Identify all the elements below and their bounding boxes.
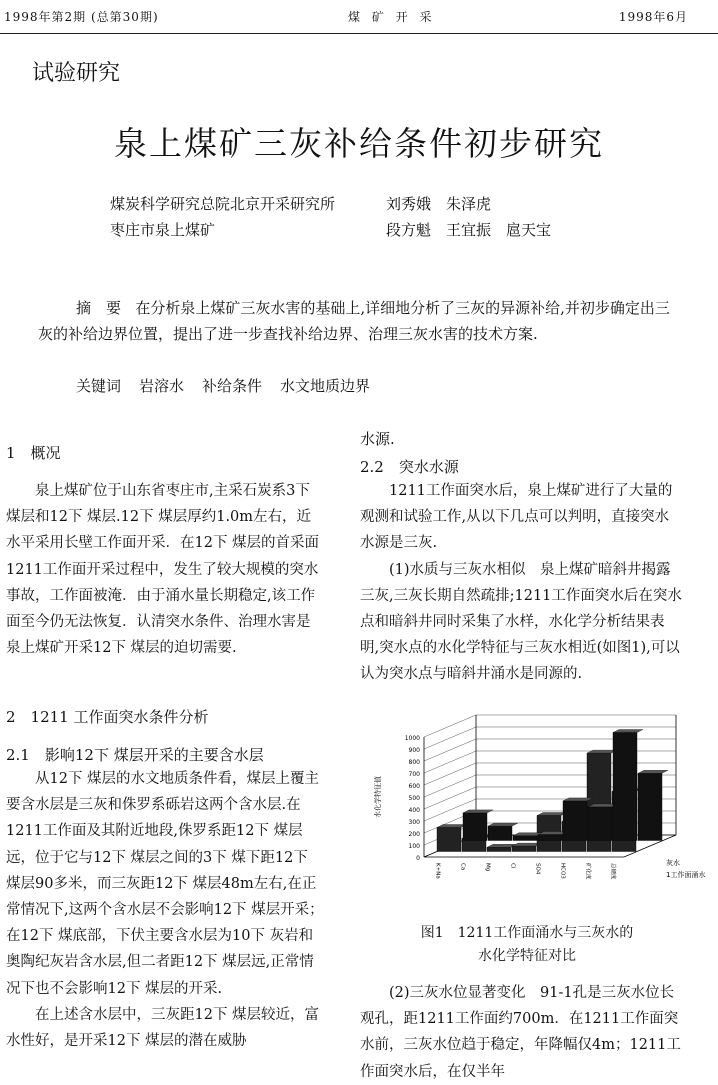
bar xyxy=(588,807,612,841)
paragraph: 从12下 煤层的水文地质条件看，煤层上覆主要含水层是三灰和侏罗系砾岩这两个含水层.在1211工作面及其附近地段,侏罗系距12下 煤层远，位于它与12下 煤层之间的3下 煤下距12下 煤层90多米，而三灰距12下 煤层48m左右,在正常情况下,这两个含水层不会影响12下 煤层开采；在12下 煤底部，下伏主要含水层为10下 灰岩和奥陶纪灰岩含水层,但二者距12下 煤层远,正常情况下也不会影响12下 煤层的开采. xyxy=(6,771,324,997)
bar-top xyxy=(587,750,617,753)
y-tick-label: 600 xyxy=(408,783,420,790)
keywords xyxy=(76,373,370,399)
abstract xyxy=(38,295,674,347)
bar-top xyxy=(437,825,467,828)
figure-caption xyxy=(362,922,692,968)
y-tick-label: 0 xyxy=(416,855,420,862)
x-tick-label: 总硬度 xyxy=(609,863,616,880)
heading-1: 1 概况 xyxy=(6,444,61,462)
authors-1: 刘秀娥 朱泽虎 xyxy=(386,195,492,213)
affiliation-1: 煤炭科学研究总院北京开采研究所 xyxy=(110,195,336,213)
paragraph: 泉上煤矿位于山东省枣庄市,主采石炭系3下 煤层和12下 煤层.12下 煤层厚约1.0m左右，近水平采用长壁工作面开采．在12下 煤层的首采面1211工作面开采过程中，发生了较大规模的突水事故，工作面被淹．由于涌水量长期稳定,该工作面至今仍无法恢复．认清突水条件、治理水害是泉上煤矿开采12下 煤层的迫切需要. xyxy=(6,483,320,657)
heading-2-1: 2.1 影响12下 煤层开采的主要含水层 xyxy=(6,746,264,764)
bar xyxy=(512,846,536,851)
bar xyxy=(487,847,511,851)
bar xyxy=(437,828,461,852)
bar xyxy=(463,813,487,841)
journal-name: 煤 矿 开 采 xyxy=(348,10,436,24)
journal-date: 1998年6月 xyxy=(618,10,688,24)
bar-top xyxy=(537,813,567,816)
keyword: 水文地质边界 xyxy=(280,377,371,395)
right-para-3 xyxy=(360,980,682,1085)
bar-top xyxy=(613,730,643,733)
x-tick-label: Mg xyxy=(484,863,491,872)
right-paras xyxy=(360,478,682,688)
abstract-label: 摘 要 xyxy=(76,299,122,317)
y-tick-label: 700 xyxy=(408,771,420,778)
figure-1-chart xyxy=(362,712,706,917)
x-tick-label: SO4 xyxy=(534,863,541,875)
y-tick-label: 200 xyxy=(408,831,420,838)
left-para-2 xyxy=(6,766,326,1054)
gridline xyxy=(424,763,476,785)
caption-line-1: 图1 1211工作面涌水与三灰水的 xyxy=(420,925,634,941)
bar-top xyxy=(463,810,493,813)
y-tick-label: 300 xyxy=(408,819,420,826)
gridline xyxy=(424,751,476,773)
y-tick-label: 500 xyxy=(408,795,420,802)
legend-entry: 灰水 xyxy=(666,859,680,867)
article-title: 泉上煤矿三灰补给条件初步研究 xyxy=(114,124,604,163)
keywords-label: 关键词 xyxy=(76,377,122,395)
header-rule xyxy=(0,33,718,34)
left-para-1 xyxy=(6,478,324,661)
x-tick-label: 矿化度 xyxy=(584,863,591,880)
paragraph: 1211工作面突水后，泉上煤矿进行了大量的观测和试验工作,从以下几点可以判明，直接突水水源是三灰. xyxy=(360,483,673,552)
y-tick-label: 100 xyxy=(408,843,420,850)
y-axis-label: 水化学特征值 xyxy=(374,776,382,818)
keyword: 岩溶水 xyxy=(139,377,185,395)
authors-2: 段方魁 王宜振 扈天宝 xyxy=(386,221,552,239)
y-tick-label: 1000 xyxy=(404,735,420,742)
chart-root xyxy=(373,715,705,880)
gridline xyxy=(424,775,476,797)
bar-top xyxy=(638,770,668,773)
keyword: 补给条件 xyxy=(202,377,263,395)
x-tick-label: HCO3 xyxy=(559,863,566,879)
bar-top xyxy=(488,823,518,826)
bar xyxy=(538,835,562,841)
affiliation-2: 枣庄市泉上煤矿 xyxy=(110,221,216,239)
gridline xyxy=(424,739,476,761)
paragraph: (1)水质与三灰水相似 泉上煤矿暗斜井揭露三灰,三灰长期自然疏排;1211工作面突水后在突水点和暗斜井同时采集了水样，水化学分析结果表明,突水点的水化学特征与三灰水相近(如图1),可以认为突水点与暗斜井涌水是同源的. xyxy=(360,561,682,683)
y-tick-label: 900 xyxy=(408,747,420,754)
gridline xyxy=(424,727,476,749)
right-continuation: 水源. xyxy=(360,430,395,448)
bar xyxy=(513,836,537,841)
y-tick-label: 800 xyxy=(408,759,420,766)
y-tick-label: 400 xyxy=(408,807,420,814)
section-label: 试验研究 xyxy=(32,61,121,86)
x-tick-label: Ca xyxy=(459,863,466,871)
x-tick-label: K+Na xyxy=(434,863,441,879)
abstract-text: 在分析泉上煤矿三灰水害的基础上,详细地分析了三灰的异源补给,并初步确定出三灰的补给边界位置，提出了进一步查找补给边界、治理三灰水害的技术方案. xyxy=(38,299,670,343)
journal-issue: 1998年第2期 (总第30期) xyxy=(4,10,159,24)
bar xyxy=(613,733,637,841)
bar xyxy=(563,801,587,841)
heading-2: 2 1211 工作面突水条件分析 xyxy=(6,708,209,726)
paragraph: 在上述含水层中，三灰距12下 煤层较近，富水性好，是开采12下 煤层的潜在威胁 xyxy=(6,1006,320,1050)
paragraph: (2)三灰水位显著变化 91-1孔是三灰水位长观孔，距1211工作面约700m．在1211工作面突水前，三灰水位趋于稳定，年降幅仅4m；1211工作面突水后，在仅半年 xyxy=(360,985,681,1080)
bar xyxy=(638,773,662,840)
x-tick-label: Cl xyxy=(509,863,516,869)
gridline xyxy=(424,715,476,737)
legend-entry: 1工作面涌水 xyxy=(666,871,706,879)
bar xyxy=(488,826,512,840)
caption-line-2: 水化学特征对比 xyxy=(478,948,576,964)
gridline xyxy=(424,787,476,809)
heading-2-2: 2.2 突水水源 xyxy=(360,458,459,476)
